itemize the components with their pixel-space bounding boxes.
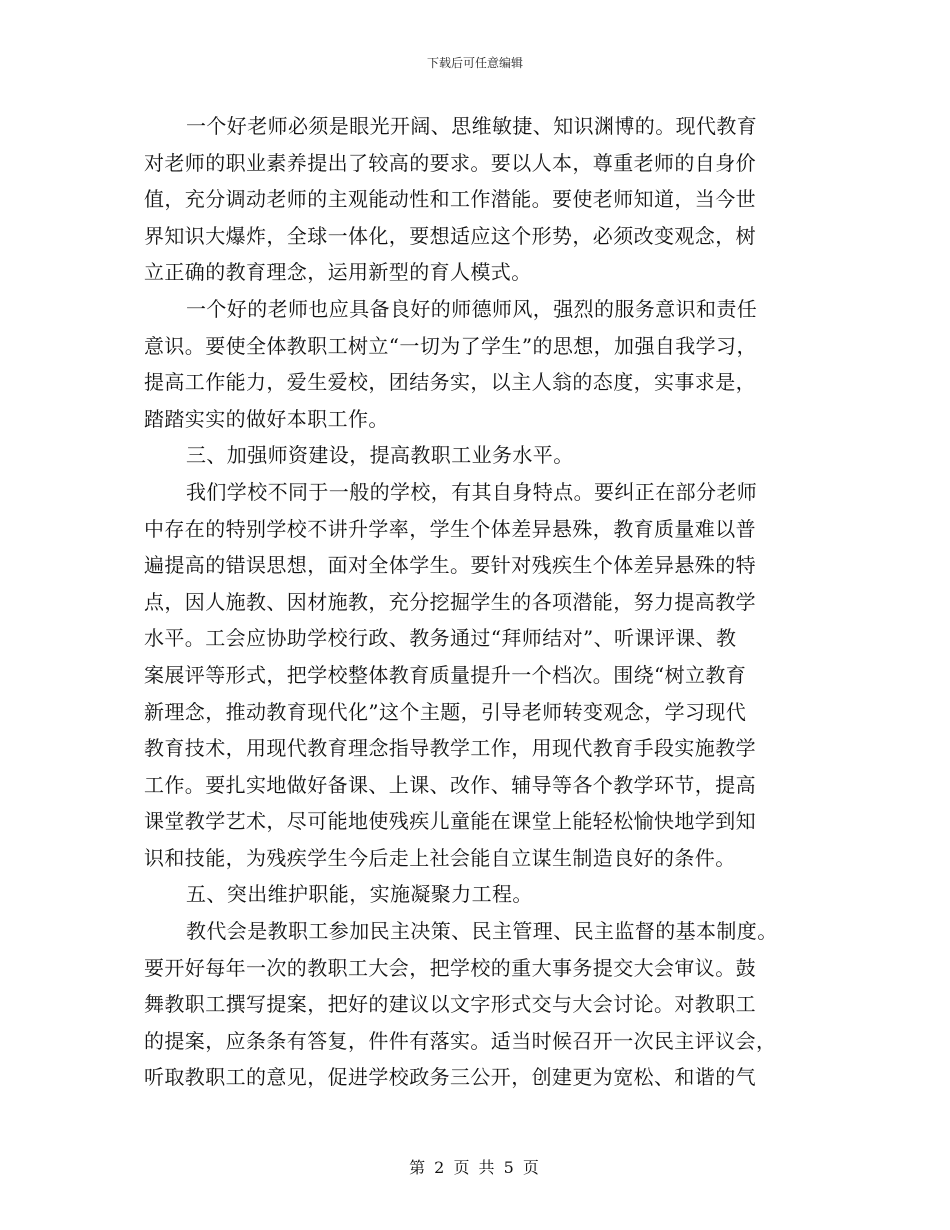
- text-line: 一个好老师必须是眼光开阔、思维敏捷、知识渊博的。现代教育: [186, 114, 758, 138]
- text-line: 三、加强师资建设，提高教职工业务水平。: [186, 443, 574, 468]
- text-line: 我们学校不同于一般的学校，有其自身特点。要纠正在部分老师: [186, 479, 758, 504]
- text-line: 立正确的教育理念，运用新型的育人模式。: [144, 260, 532, 285]
- text-line: 水平。工会应协助学校行政、教务通过“拜师结对”、听课评课、教: [144, 626, 737, 651]
- text-line: 识和技能，为残疾学生今后走上社会能自立谋生制造良好的条件。: [144, 845, 736, 870]
- text-line: 教育技术，用现代教育理念指导教学工作，用现代教育手段实施教学: [144, 736, 756, 761]
- text-line: 课堂教学艺术，尽可能地使残疾儿童能在课堂上能轻松愉快地学到知: [144, 809, 756, 834]
- text-line: 的提案，应条条有答复，件件有落实。适当时候召开一次民主评议会，: [144, 1028, 777, 1053]
- text-line: 对老师的职业素养提出了较高的要求。要以人本，尊重老师的自身价: [144, 150, 756, 175]
- text-line: 教代会是教职工参加民主决策、民主管理、民主监督的基本制度。: [186, 919, 778, 944]
- paragraph: [144, 913, 804, 1096]
- text-line: 工作。要扎实地做好备课、上课、改作、辅导等各个教学环节，提高: [144, 772, 756, 797]
- page-header: 下载后可任意编辑: [426, 56, 523, 70]
- text-line: 新理念，推动教育现代化”这个主题，引导老师转变观念，学习现代: [144, 699, 747, 724]
- paragraph: [144, 291, 804, 437]
- document-body: [144, 108, 804, 1096]
- text-line: 一个好的老师也应具备良好的师德师风，强烈的服务意识和责任: [186, 296, 758, 321]
- text-line: 听取教职工的意见，促进学校政务三公开，创建更为宽松、和谐的气: [144, 1065, 756, 1090]
- text-line: 要开好每年一次的教职工大会，把学校的重大事务提交大会审议。鼓: [144, 955, 756, 980]
- paragraph: [144, 108, 804, 291]
- text-line: 点，因人施教、因材施教，充分挖掘学生的各项潜能，努力提高教学: [144, 589, 756, 614]
- text-line: 提高工作能力，爱生爱校，团结务实，以主人翁的态度，实事求是，: [144, 370, 756, 395]
- text-line: 舞教职工撰写提案，把好的建议以文字形式交与大会讨论。对教职工: [144, 992, 756, 1017]
- text-line: 值，充分调动老师的主观能动性和工作潜能。要使老师知道，当今世: [144, 187, 756, 212]
- text-line: 意识。要使全体教职工树立“一切为了学生”的思想，加强自我学习，: [144, 333, 757, 358]
- section-heading: [144, 876, 804, 913]
- text-line: 遍提高的错误思想，面对全体学生。要针对残疾生个体差异悬殊的特: [144, 553, 756, 578]
- paragraph: [144, 474, 804, 877]
- text-line: 五、突出维护职能，实施凝聚力工程。: [186, 882, 533, 907]
- text-line: 界知识大爆炸，全球一体化，要想适应这个形势，必须改变观念，树: [144, 223, 756, 248]
- section-heading: [144, 437, 804, 474]
- page-number-footer: 第 2 页 共 5 页: [409, 1158, 541, 1177]
- text-line: 案展评等形式，把学校整体教育质量提升一个档次。围绕“树立教育: [144, 662, 747, 687]
- text-line: 中存在的特别学校不讲升学率，学生个体差异悬殊，教育质量难以普: [144, 516, 756, 541]
- text-line: 踏踏实实的做好本职工作。: [144, 406, 389, 431]
